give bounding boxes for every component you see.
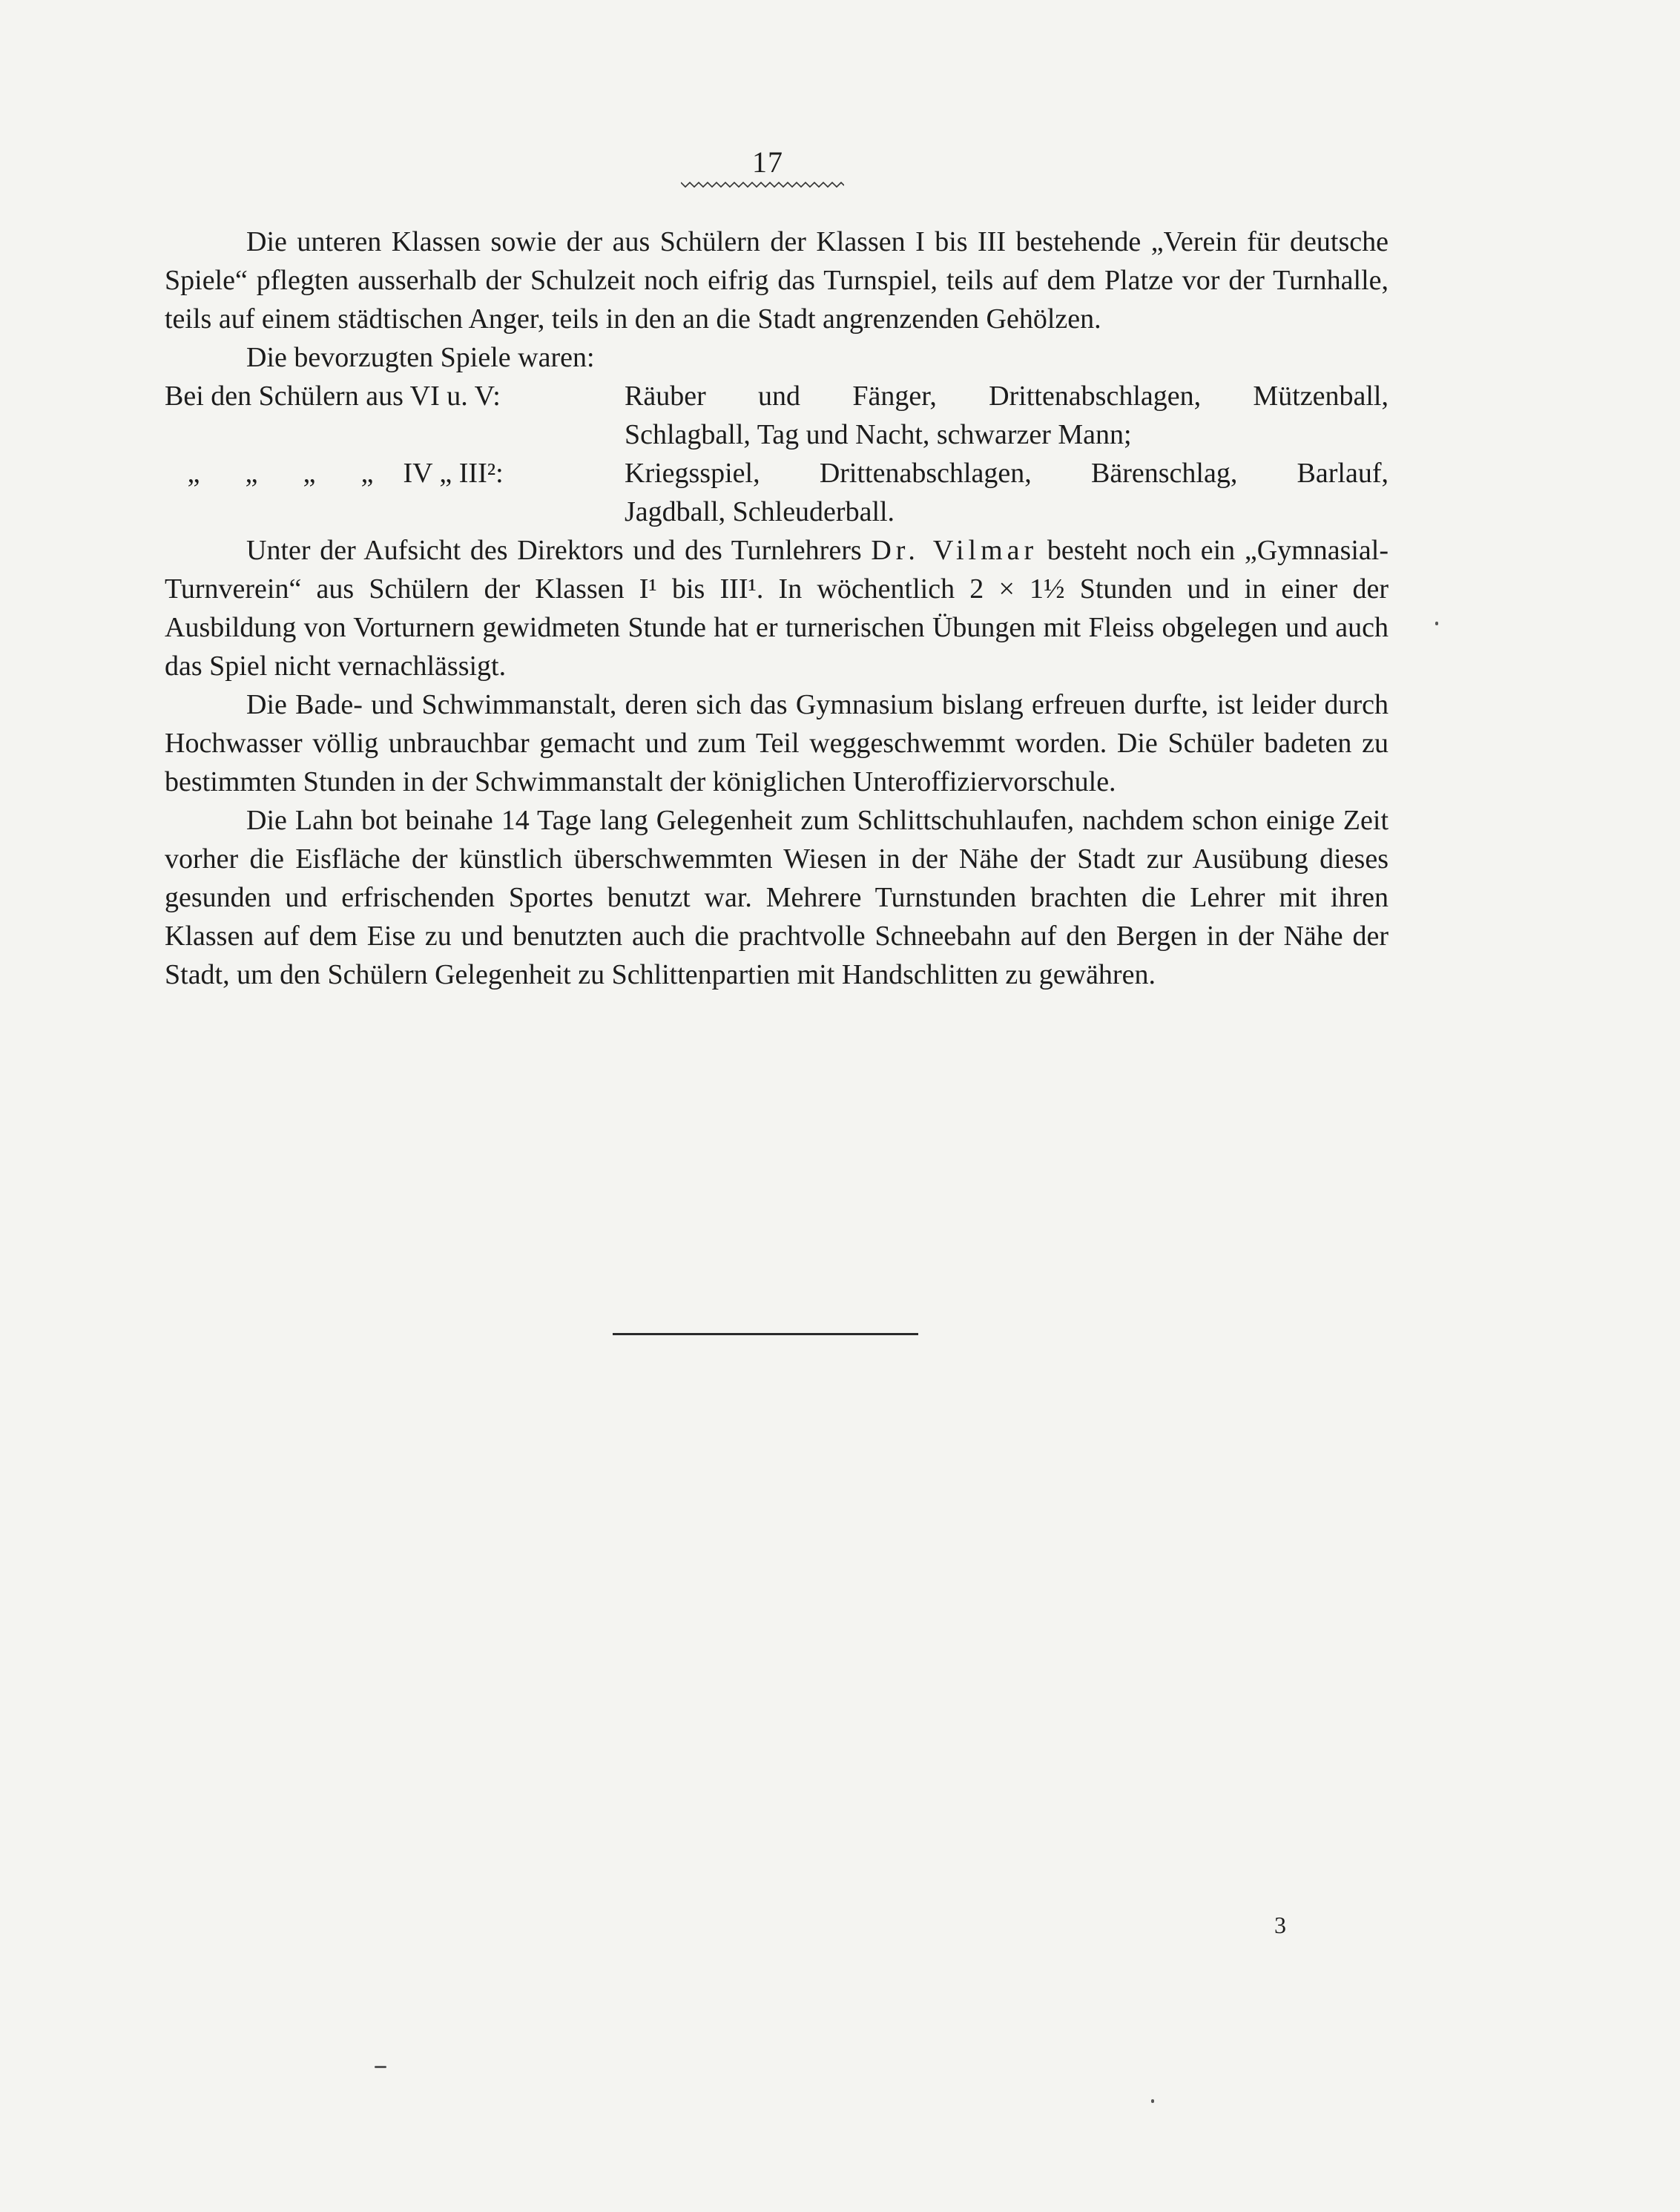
ditto-mark: „: [360, 458, 374, 489]
turnlehrer-name: Dr. Vilmar: [871, 535, 1038, 566]
games-list-games: [625, 377, 1389, 454]
paragraph-schlittschuhlaufen: Die Lahn bot beinahe 14 Tage lang Gelegenheit zum Schlittschuhlaufen, nachdem schon einige Zeit vorher die Eisfläche der künstlich überschwemmten Wiesen in der Nähe der Stadt zur Ausübung dieses gesunden und erfrischenden Sportes benutzt war. Mehrere Turnstunden brachten die Lehrer mit ihren Klassen auf dem Eise zu und benutzten auch die prachtvolle Schneebahn auf den Bergen in der Nähe der Stadt, um den Schülern Gelegenheit zu Schlittenpartien mit Handschlitten zu gewähren.: [165, 805, 1389, 990]
ink-speck: [1435, 622, 1438, 625]
paragraph-schwimmanstalt: Die Bade- und Schwimmanstalt, deren sich das Gymnasium bislang erfreuen durfte, ist leider durch Hochwasser völlig unbrauchbar gemacht und zum Teil weggeschwemmt worden. Die Schüler badeten zu bestimmten Stunden in der Schwimmanstalt der königlichen Unteroffiziervorschule.: [165, 689, 1389, 797]
games-list-item: [165, 377, 1389, 454]
ditto-mark: „: [187, 458, 200, 489]
games-line: Räuber und Fänger, Drittenabschlagen, Mützenball,: [625, 381, 1389, 412]
page-number: 17: [752, 145, 783, 179]
turnverein-text-after: besteht noch ein „Gymnasial-Turnverein“ aus Schülern der Klassen I¹ bis III¹. In wöchentlich 2 × 1½ Stunden und in einer der Ausbildung von Vorturnern gewidmeten Stunde hat er turnerischen Übungen mit Fleiss obgelegen und auch das Spiel nicht vernachlässigt.: [165, 535, 1389, 682]
games-list-lead: Bei den Schülern aus VI u. V:: [165, 381, 501, 412]
paragraph-turnverein: [165, 531, 1389, 685]
paragraph-spielverein: Die unteren Klassen sowie der aus Schülern der Klassen I bis III bestehende „Verein für deutsche Spiele“ pflegten ausserhalb der Schulzeit noch eifrig das Turnspiel, teils auf dem Platze vor der Turnhalle, teils auf einem städtischen Anger, teils in den an die Stadt angrenzenden Gehölzen.: [165, 226, 1389, 335]
games-list-games: [625, 454, 1389, 531]
games-list-lead-ditto: [165, 454, 625, 493]
ink-speck: [375, 2066, 386, 2068]
games-line: Schlagball, Tag und Nacht, schwarzer Mann;: [625, 419, 1132, 450]
turnverein-text-before: Unter der Aufsicht des Direktors und des Turnlehrers: [246, 535, 872, 566]
games-list-item: [165, 454, 1389, 531]
section-rule: [613, 1333, 918, 1335]
paragraph-games-intro: Die bevorzugten Spiele waren:: [246, 342, 595, 373]
ditto-mark: „: [245, 458, 258, 489]
sheet-signature: 3: [1274, 1912, 1286, 1938]
ink-speck: [1151, 2099, 1154, 2103]
page-number-ornament: [681, 180, 844, 190]
body-text: [165, 223, 1389, 994]
games-line: Jagdball, Schleuderball.: [625, 496, 895, 527]
games-line: Kriegsspiel, Drittenabschlagen, Bärenschlag, Barlauf,: [625, 458, 1389, 489]
ditto-mark: „: [303, 458, 316, 489]
games-list-lead: IV „ III²:: [403, 458, 504, 489]
